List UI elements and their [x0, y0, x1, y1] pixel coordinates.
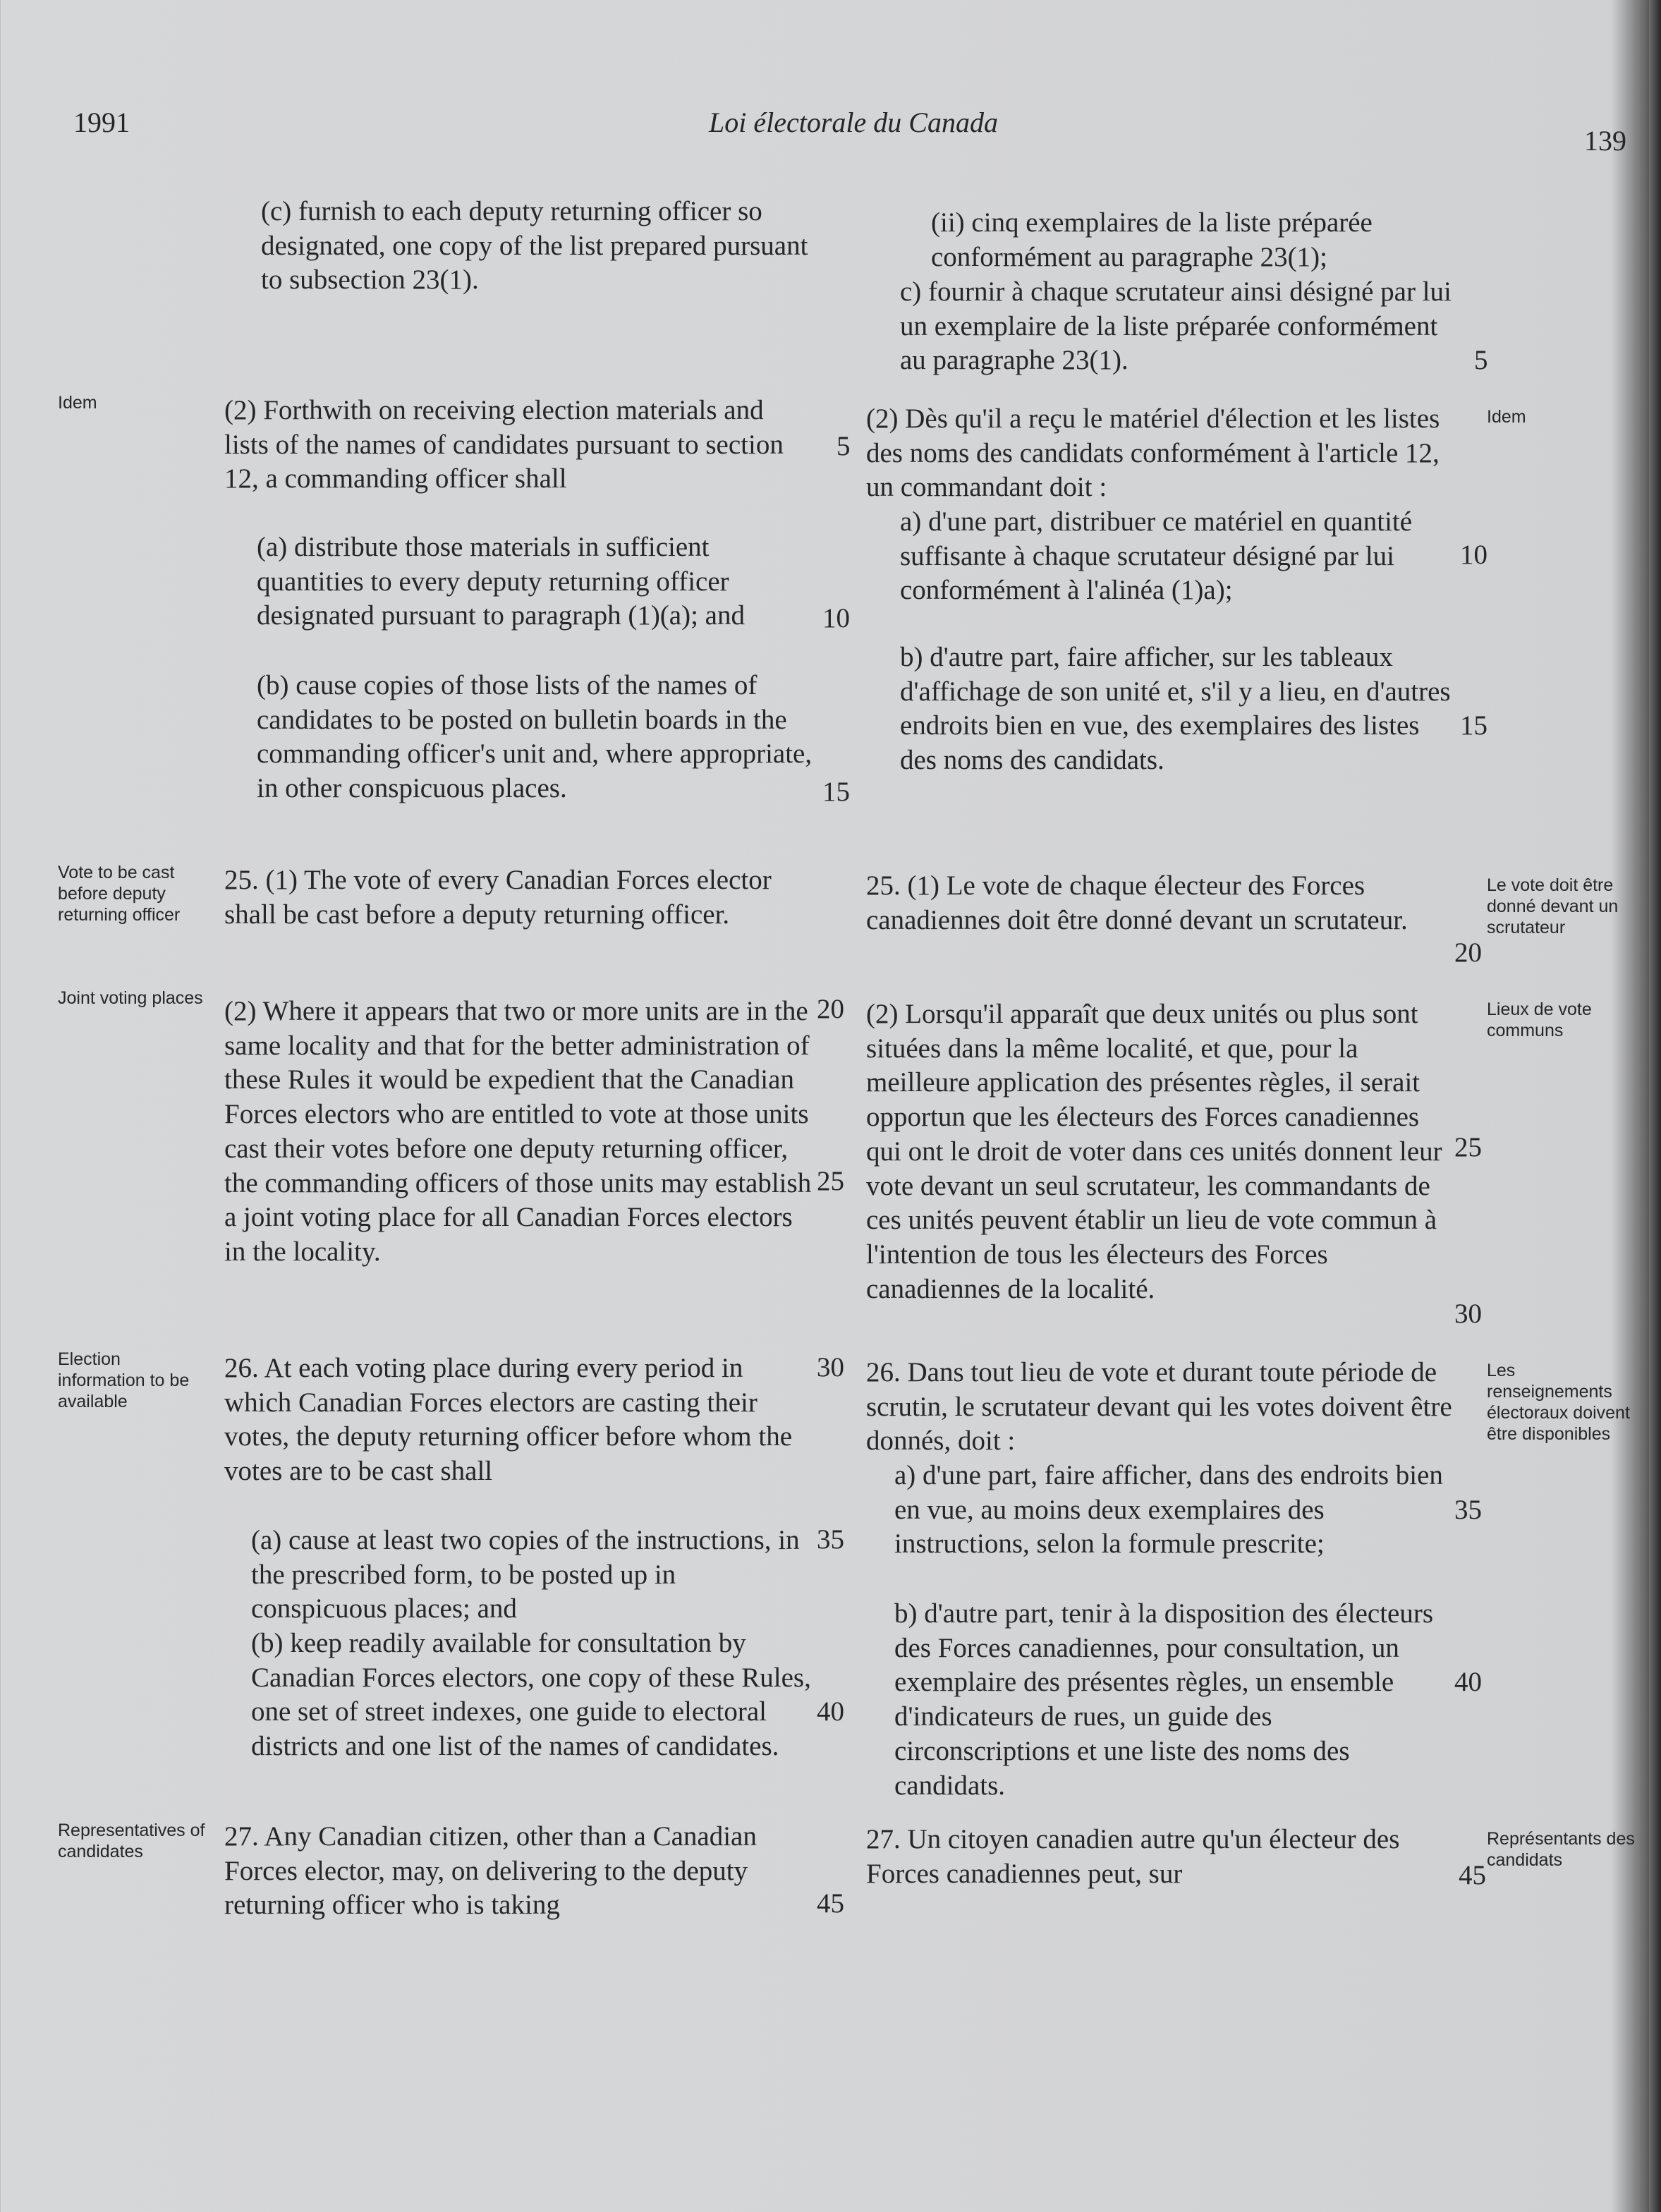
margin-note-joint-voting-en: Joint voting places	[58, 988, 203, 1008]
fr-para-24-2-b: b) d'autre part, faire afficher, sur les tableaux d'affichage de son unité et, s'il y a lieu, en d'autres endroits bien en vue, des exemplaires des listes des noms des candidats.	[900, 642, 1451, 776]
en-para-24-2-b: (b) cause copies of those lists of the names of candidates to be posted on bulletin boards in the commanding officer's unit and, where appropriate, in other conspicuous places.	[257, 670, 813, 804]
fr-para-ii: (ii) cinq exemplaires de la liste préparée conformément au paragraphe 23(1);	[931, 207, 1373, 272]
en-para-25-1: 25. (1) The vote of every Canadian Forces elector shall be cast before a deputy returning officer.	[224, 865, 772, 930]
fr-line-number: 40	[1454, 1667, 1482, 1697]
fr-line-number: 15	[1460, 710, 1487, 741]
en-line-number: 20	[817, 994, 844, 1024]
fr-line-number: 45	[1459, 1860, 1486, 1890]
fr-para-27: 27. Un citoyen canadien autre qu'un électeur des Forces canadiennes peut, sur	[866, 1824, 1400, 1889]
margin-note-vote-doit-fr: Le vote doit être donné devant un scrutateur	[1487, 875, 1619, 937]
en-line-number: 35	[817, 1524, 844, 1555]
en-para-c: (c) furnish to each deputy returning officer so designated, one copy of the list prepared pursuant to subsection 23(1).	[261, 196, 808, 296]
en-para-24-2: (2) Forthwith on receiving election materials and lists of the names of candidates pursuant to section 12, a commanding officer shall	[224, 395, 784, 494]
en-line-number: 15	[822, 777, 850, 807]
year: 1991	[73, 107, 130, 138]
en-line-number: 25	[817, 1166, 844, 1196]
en-line-number: 10	[822, 603, 850, 633]
en-line-number: 30	[817, 1352, 844, 1382]
page-binding-edge	[1649, 0, 1661, 2212]
en-line-number: 40	[817, 1696, 844, 1727]
margin-note-representants-fr: Représentants des candidats	[1487, 1829, 1635, 1870]
margin-note-idem-en: Idem	[58, 393, 97, 413]
fr-line-number: 25	[1454, 1132, 1482, 1162]
en-para-26: 26. At each voting place during every period in which Canadian Forces electors are casting their votes, the deputy returning officer before whom the votes are to be cast shall	[224, 1353, 793, 1487]
margin-note-election-info-en: Election information to be available	[58, 1349, 190, 1411]
fr-para-26-b: b) d'autre part, tenir à la disposition des électeurs des Forces canadiennes, pour consultation, un exemplaire des présentes règles, un ensemble d'indicateurs de rues, un guide des circonscriptions et une liste des noms des candidats.	[894, 1598, 1434, 1801]
margin-note-vote-cast-en: Vote to be cast before deputy returning officer	[58, 863, 181, 925]
fr-para-25-1: 25. (1) Le vote de chaque électeur des Forces canadiennes doit être donné devant un scrutateur.	[866, 870, 1408, 935]
en-para-24-2-a: (a) distribute those materials in sufficient quantities to every deputy returning officer designated pursuant to paragraph (1)(a); and	[257, 532, 745, 631]
en-para-26-b: (b) keep readily available for consultation by Canadian Forces electors, one copy of these Rules, one set of street indexes, one guide to electoral districts and one list of the names of candidates.	[251, 1628, 811, 1762]
fr-line-number: 5	[1474, 345, 1488, 375]
fr-line-number: 35	[1454, 1495, 1482, 1525]
fr-para-26-a: a) d'une part, faire afficher, dans des endroits bien en vue, au moins deux exemplaires des instructions, selon la formule prescrite;	[894, 1460, 1443, 1560]
running-title: Loi électorale du Canada	[709, 107, 998, 138]
fr-para-26: 26. Dans tout lieu de vote et durant toute période de scrutin, le scrutateur devant qui les votes doivent être donnés, doit :	[866, 1357, 1452, 1457]
fr-line-number: 10	[1460, 540, 1487, 570]
en-para-25-2: (2) Where it appears that two or more units are in the same locality and that for the better administration of these Rules it would be expedient that the Canadian Forces electors who are entitled to vote at those units cast their votes before one deputy returning officer, the commanding officers of those units may establish a joint voting place for all Canadian Forces electors in the locality.	[224, 996, 812, 1267]
margin-note-lieux-vote-fr: Lieux de vote communs	[1487, 999, 1592, 1040]
fr-line-number: 30	[1454, 1299, 1482, 1329]
margin-note-idem-fr: Idem	[1487, 407, 1526, 427]
en-line-number: 45	[817, 1888, 844, 1919]
fr-para-24-2-a: a) d'une part, distribuer ce matériel en quantité suffisante à chaque scrutateur désigné par lui conformément à l'alinéa (1)a);	[900, 506, 1413, 606]
en-para-27: 27. Any Canadian citizen, other than a Canadian Forces elector, may, on delivering to the deputy returning officer who is taking	[224, 1821, 757, 1921]
page-number: 139	[1584, 125, 1626, 157]
en-para-26-a: (a) cause at least two copies of the instructions, in the prescribed form, to be posted up in conspicuous places; and	[251, 1525, 800, 1624]
en-line-number: 5	[836, 431, 851, 461]
fr-para-25-2: (2) Lorsqu'il apparaît que deux unités ou plus sont situées dans la même localité, et que, pour la meilleure application des présentes règles, il serait opportun que les électeurs des Forces canadiennes qui ont le droit de voter dans ces unités donnent leur vote devant un seul scrutateur, les commandants de ces unités peuvent établir un lieu de vote commun à l'intention de tous les électeurs des Forces canadiennes de la localité.	[866, 999, 1442, 1304]
fr-para-c: c) fournir à chaque scrutateur ainsi désigné par lui un exemplaire de la liste préparée conformément au paragraphe 23(1).	[900, 276, 1452, 376]
margin-note-renseignements-fr: Les renseignements électoraux doivent être disponibles	[1487, 1361, 1630, 1444]
margin-note-representatives-en: Representatives of candidates	[58, 1821, 205, 1861]
fr-para-24-2: (2) Dès qu'il a reçu le matériel d'élection et les listes des noms des candidats conformément à l'article 12, un commandant doit :	[866, 403, 1440, 503]
fr-line-number: 20	[1454, 937, 1482, 968]
